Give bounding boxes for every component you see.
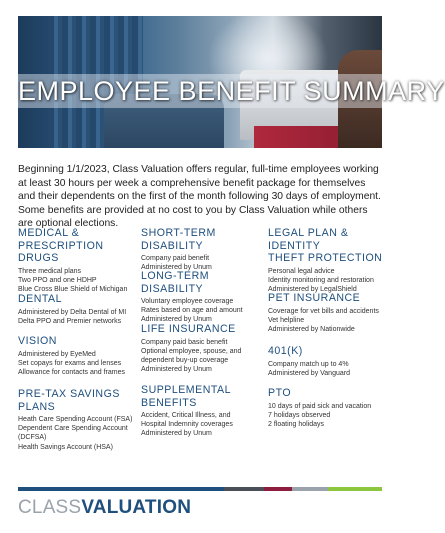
benefit-title: PTO [268,387,292,399]
benefit-legal-identity [268,227,388,294]
benefit-short-term-disability [141,227,265,272]
benefit-detail: Administered by EyeMed [18,350,96,358]
footer-bar-segment [292,487,328,491]
class-valuation-logo [18,497,191,519]
benefit-title-line: BENEFITS [141,396,197,409]
benefit-detail: Accident, Critical Illness, and [141,412,231,419]
benefit-detail: Heath Care Spending Account (FSA) [18,416,133,423]
footer-bar-segment [328,487,382,491]
page-title: EMPLOYEE BENEFIT SUMMARY [18,76,445,106]
benefit-title-line: PRESCRIPTION DRUGS [18,239,104,264]
intro-paragraph: Beginning 1/1/2023, Class Valuation offers regular, full-time employees working at least 30 hours per week a comprehensive benefit package for themselves and their dependents on the first of the month following 30 days of employment. Some benefits are provided at no cost to you by Class Valuation while others are optional elections. [18,164,381,230]
benefit-detail: Administered by Nationwide [268,325,355,333]
benefit-supplemental [141,384,265,439]
logo-word-class: CLASS [18,497,82,518]
benefit-detail: 2 floating holidays [268,420,325,428]
benefit-detail: Identity monitoring and restoration [268,276,374,284]
benefit-title: DENTAL [18,293,63,305]
benefit-title: VISION [18,335,57,347]
benefit-vision [18,335,142,377]
benefit-title-line: MEDICAL & [18,227,80,239]
benefit-detail: Administered by Unum [141,430,212,438]
hero-banner [18,16,445,148]
benefit-title: PET INSURANCE [268,292,361,304]
benefit-detail: Coverage for vet bills and accidents [268,307,379,315]
benefit-title [141,384,265,409]
benefit-detail: dependent buy-up coverage [141,356,229,364]
benefit-title [268,227,388,265]
logo-word-valuation: VALUATION [81,497,192,518]
benefit-title: 401(K) [268,345,303,357]
benefit-detail: Personal legal advice [268,267,335,275]
benefit-detail: Company paid benefit [141,255,210,262]
benefit-detail: Two PPO and one HDHP [18,276,97,284]
benefit-detail: Voluntary employee coverage [141,298,234,305]
benefit-medical [18,227,142,294]
benefit-title: SHORT-TERM DISABILITY [141,227,216,252]
benefit-dental [18,293,142,326]
benefit-detail: Optional employee, spouse, and [141,347,242,355]
benefit-title-line: SUPPLEMENTAL [141,384,231,396]
benefit-detail: Administered by LegalShield [268,285,357,293]
benefit-long-term-disability [141,270,265,325]
benefit-detail: Delta PPO and Premier networks [18,317,122,325]
benefit-pet-insurance [268,292,388,334]
benefit-detail: Administered by Vanguard [268,369,350,377]
benefit-detail: Three medical plans [18,267,82,275]
benefit-title [18,227,142,265]
benefit-title: LIFE INSURANCE [141,323,236,335]
benefit-pto [268,387,388,429]
footer-bar-segment [224,487,264,491]
benefit-detail: Administered by Unum [141,316,212,324]
benefit-life-insurance [141,323,265,374]
footer-bar-segment [264,487,292,491]
benefit-detail: Vet helpline [268,316,305,324]
benefit-pretax-savings [18,388,142,452]
benefit-detail: Health Savings Account (HSA) [18,443,113,451]
benefit-401k [268,345,388,378]
benefit-detail: Administered by Delta Dental of MI [18,308,127,316]
benefit-title-line: LEGAL PLAN & IDENTITY [268,227,349,252]
benefit-title: PRE-TAX SAVINGS PLANS [18,388,120,413]
benefit-detail: Hospital Indemnity coverages [141,421,233,429]
benefit-detail: Company match up to 4% [268,360,349,368]
benefit-detail: Administered by Unum [141,264,212,272]
benefit-title: LONG-TERM DISABILITY [141,270,210,295]
benefit-detail: 10 days of paid sick and vacation [268,402,372,410]
benefit-detail: Administered by Unum [141,366,212,374]
benefit-detail: Blue Cross Blue Shield of Michigan [18,285,128,293]
benefit-detail: Company paid basic benefit [141,338,228,346]
benefit-detail: (DCFSA) [18,434,47,442]
benefit-detail: Rates based on age and amount [141,307,243,315]
footer-bar-segment [18,487,224,491]
benefit-detail: 7 holidays observed [268,411,331,419]
benefit-detail: Dependent Care Spending Account [18,425,128,433]
benefit-detail: Set copays for exams and lenses [18,359,122,367]
benefit-detail: Allowance for contacts and frames [18,368,125,376]
benefit-title-line: THEFT PROTECTION [268,252,383,264]
